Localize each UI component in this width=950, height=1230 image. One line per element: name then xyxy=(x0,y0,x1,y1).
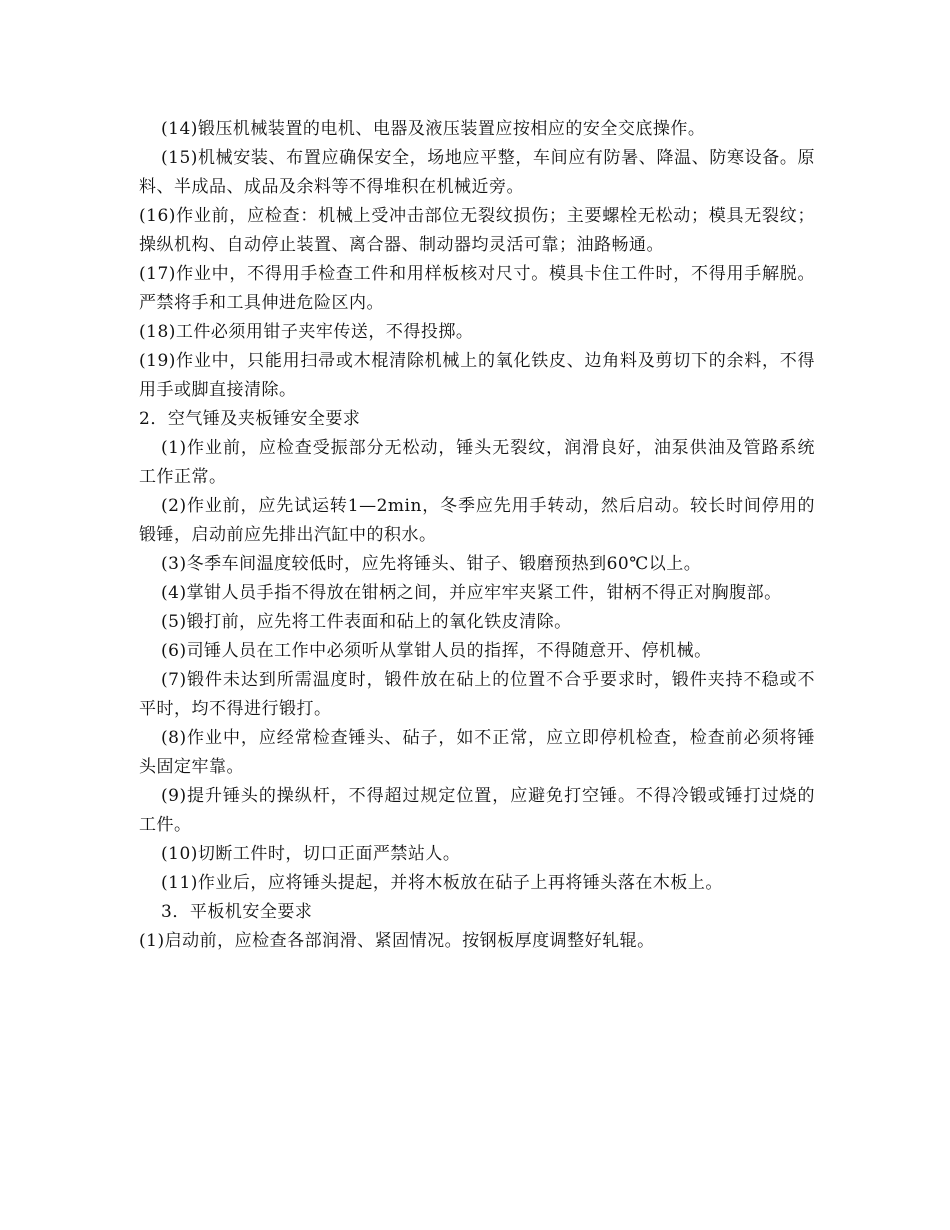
paragraph-2-11: (11)作业后，应将锤头提起，并将木板放在砧子上再将锤头落在木板上。 xyxy=(161,873,723,893)
paragraph-15: (15)机械安装、布置应确保安全，场地应平整，车间应有防暑、降温、防寒设备。原料、半成品、成品及余料等不得堆积在机械近旁。 xyxy=(139,148,815,197)
paragraph-2-7: (7)锻件未达到所需温度时，锻件放在砧上的位置不合乎要求时，锻件夹持不稳或不平时，均不得进行锻打。 xyxy=(139,670,815,719)
paragraph-17: (17)作业中，不得用手检查工件和用样板核对尺寸。模具卡住工件时，不得用手解脱。严禁将手和工具伸进危险区内。 xyxy=(139,264,815,313)
paragraph-2-3: (3)冬季车间温度较低时，应先将锤头、钳子、锻磨预热到60℃以上。 xyxy=(161,554,702,574)
paragraph-2-10: (10)切断工件时，切口正面严禁站人。 xyxy=(161,844,461,864)
paragraph-2-8: (8)作业中，应经常检查锤头、砧子，如不正常，应立即停机检查，检查前必须将锤头固定牢靠。 xyxy=(139,728,815,777)
section-heading-2: 2．空气锤及夹板锤安全要求 xyxy=(139,409,361,429)
paragraph-16: (16)作业前，应检查：机械上受冲击部位无裂纹损伤；主要螺栓无松动；模具无裂纹；操纵机构、自动停止装置、离合器、制动器均灵活可靠；油路畅通。 xyxy=(139,206,815,255)
paragraph-2-1: (1)作业前，应检查受振部分无松动，锤头无裂纹，润滑良好，油泵供油及管路系统工作正常。 xyxy=(139,438,815,487)
paragraph-2-4: (4)掌钳人员手指不得放在钳柄之间，并应牢牢夹紧工件，钳柄不得正对胸腹部。 xyxy=(161,583,782,603)
paragraph-2-5: (5)锻打前，应先将工件表面和砧上的氧化铁皮清除。 xyxy=(161,612,572,632)
paragraph-19: (19)作业中，只能用扫帚或木棍清除机械上的氧化铁皮、边角料及剪切下的余料，不得用手或脚直接清除。 xyxy=(139,351,815,400)
paragraph-2-9: (9)提升锤头的操纵杆，不得超过规定位置，应避免打空锤。不得冷锻或锤打过烧的工件。 xyxy=(139,786,815,835)
document-body xyxy=(139,115,815,956)
paragraph-14: (14)锻压机械装置的电机、电器及液压装置应按相应的安全交底操作。 xyxy=(161,119,706,139)
paragraph-18: (18)工件必须用钳子夹牢传送，不得投掷。 xyxy=(139,322,474,342)
paragraph-2-2: (2)作业前，应先试运转1—2min，冬季应先用手转动，然后启动。较长时间停用的锻锤，启动前应先排出汽缸中的积水。 xyxy=(139,496,815,545)
section-heading-3: 3．平板机安全要求 xyxy=(161,902,313,922)
paragraph-3-1: (1)启动前，应检查各部润滑、紧固情况。按钢板厚度调整好轧辊。 xyxy=(139,931,655,951)
paragraph-2-6: (6)司锤人员在工作中必须听从掌钳人员的指挥，不得随意开、停机械。 xyxy=(161,641,712,661)
